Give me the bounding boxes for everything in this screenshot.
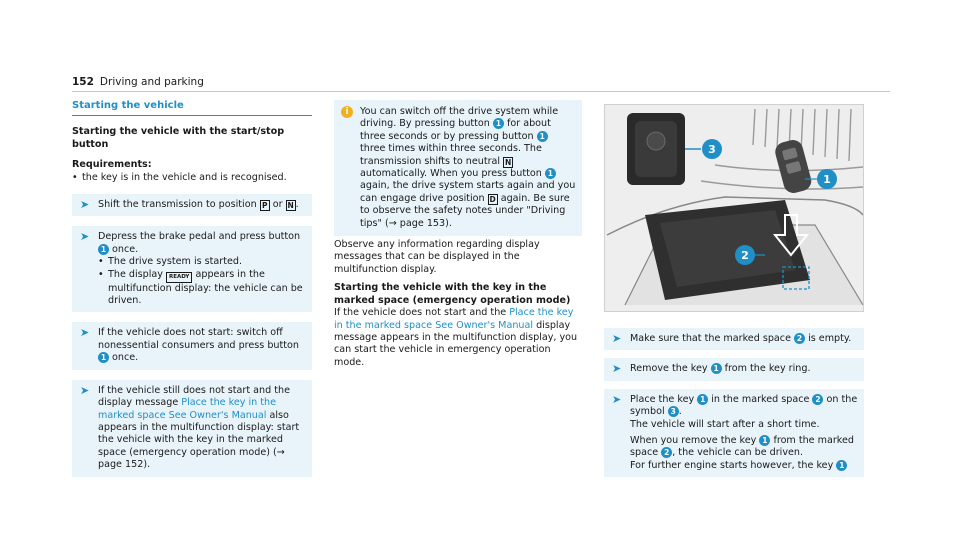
step-text: Make sure that the marked space xyxy=(630,333,795,344)
display-info-paragraph: Observe any information regarding display messages that can be displayed in the multifunction display. xyxy=(334,239,540,275)
callout-1: 1 xyxy=(823,173,831,186)
subheading-emergency: Starting the vehicle with the key in the marked space (emergency operation mode) xyxy=(334,282,571,306)
step-arrow-icon: ➤ xyxy=(612,392,622,406)
illustration-center-console xyxy=(604,104,864,312)
requirements-label: Requirements: xyxy=(72,159,152,171)
step-text: once. xyxy=(109,243,139,255)
section-name: Driving and parking xyxy=(99,76,204,88)
step-text: If the vehicle does not start: switch off nonessential consumers and press button xyxy=(98,327,299,351)
subheading-start-stop: Starting the vehicle with the start/stop button xyxy=(72,126,285,150)
column-middle xyxy=(334,100,582,369)
bullet-text: The display xyxy=(108,268,167,280)
callout-number: 1 xyxy=(537,131,548,142)
step-text: If the vehicle still does not start and the display message xyxy=(98,384,290,409)
console-illustration xyxy=(605,105,864,312)
step-remove-key xyxy=(604,358,864,380)
step-text: For further engine starts however, the key xyxy=(630,459,837,471)
step-switch-off-consumers xyxy=(72,322,312,369)
section-title: Starting the vehicle xyxy=(72,100,312,116)
gear-d-symbol: D xyxy=(489,194,496,204)
callout-number: 1 xyxy=(711,363,722,374)
step-check-space xyxy=(604,328,864,350)
note-text: three times within three seconds. The transmission shifts to neutral xyxy=(360,143,542,167)
display-message-link[interactable]: Place the key in the marked space See Owner's Manual xyxy=(98,397,277,421)
step-text: in the marked space xyxy=(708,393,813,405)
callout-number: 2 xyxy=(794,333,805,344)
callout-number: 2 xyxy=(812,394,823,405)
requirement-item: • the key is in the vehicle and is recognised. xyxy=(72,172,312,184)
note-text: for about three seconds or by pressing button xyxy=(360,118,551,142)
display-message-link[interactable]: Place the key in the marked space See Owner's Manual xyxy=(334,307,574,331)
callout-number: 1 xyxy=(493,118,504,129)
step-shift-transmission xyxy=(72,194,312,216)
body-text: If the vehicle does not start and the xyxy=(334,307,510,319)
callout-number: 1 xyxy=(98,352,109,363)
step-text: also appears in the multifunction display: start the vehicle with the key in the marked space (emergency operation mode) (→ page 152). xyxy=(98,409,300,471)
note-text: automatically. When you press button xyxy=(360,168,545,180)
result-bullet xyxy=(98,269,308,308)
callout-number: 3 xyxy=(668,406,679,417)
step-depress-brake xyxy=(72,226,312,312)
callout-number: 1 xyxy=(836,460,847,471)
note-text: again, the drive system starts again and you can engage drive position xyxy=(360,180,576,204)
result-text xyxy=(630,435,860,460)
callout-number: 1 xyxy=(545,168,556,179)
step-text: . xyxy=(295,199,299,211)
callout-number: 1 xyxy=(697,394,708,405)
ready-indicator-symbol: READY xyxy=(166,272,192,283)
result-text xyxy=(630,460,860,472)
note-text: again. Be sure to observe the safety notes under "Driving tips" (→ page 153). xyxy=(360,192,570,229)
column-right xyxy=(604,320,864,477)
step-text: from the marked space xyxy=(630,435,854,459)
callout-number: 1 xyxy=(759,435,770,446)
step-text: Place the key xyxy=(630,393,698,405)
emergency-paragraph xyxy=(334,307,582,369)
body-text: display message appears in the multifunction display, you can start the vehicle in emergency operation mode. xyxy=(334,319,578,368)
result-bullet: • The drive system is started. xyxy=(98,256,308,268)
gear-p-symbol: P xyxy=(260,200,270,211)
step-place-key xyxy=(604,389,864,477)
step-arrow-icon: ➤ xyxy=(80,383,90,397)
callout-number: 2 xyxy=(661,447,672,458)
step-text: Remove the key xyxy=(630,363,711,375)
step-text: from the key ring. xyxy=(721,363,811,375)
step-text: Shift the transmission to position xyxy=(98,199,260,211)
step-text: . xyxy=(678,406,682,418)
step-arrow-icon: ➤ xyxy=(80,198,90,212)
step-arrow-icon: ➤ xyxy=(80,326,90,340)
info-note xyxy=(334,100,582,236)
callout-number: 1 xyxy=(98,244,109,255)
step-text: once. xyxy=(109,352,139,364)
note-text: You can switch off the drive system while driving. By pressing button xyxy=(360,106,559,130)
step-text: is empty. xyxy=(805,333,852,344)
step-emergency-display xyxy=(72,380,312,477)
header-text xyxy=(72,76,204,88)
step-text: When you remove the key xyxy=(630,435,760,447)
callout-2: 2 xyxy=(741,249,749,262)
step-arrow-icon: ➤ xyxy=(612,362,622,376)
step-text: or xyxy=(269,199,286,211)
step-text: Depress the brake pedal and press button xyxy=(98,231,301,243)
bullet-text: appears in the multifunction display: the vehicle can be driven. xyxy=(108,268,303,307)
page-number: 152 xyxy=(72,76,94,88)
column-left xyxy=(72,100,312,477)
result-text: The vehicle will start after a short time. xyxy=(630,418,820,430)
step-text: , the vehicle can be driven. xyxy=(672,447,804,459)
step-arrow-icon: ➤ xyxy=(80,230,90,244)
header-divider xyxy=(72,91,890,92)
step-text: on the symbol xyxy=(630,393,858,418)
gear-n-symbol: N xyxy=(505,157,512,167)
callout-3: 3 xyxy=(708,143,716,156)
step-arrow-icon: ➤ xyxy=(612,332,622,345)
gear-n-symbol: N xyxy=(287,201,294,211)
info-icon: i xyxy=(341,106,353,118)
